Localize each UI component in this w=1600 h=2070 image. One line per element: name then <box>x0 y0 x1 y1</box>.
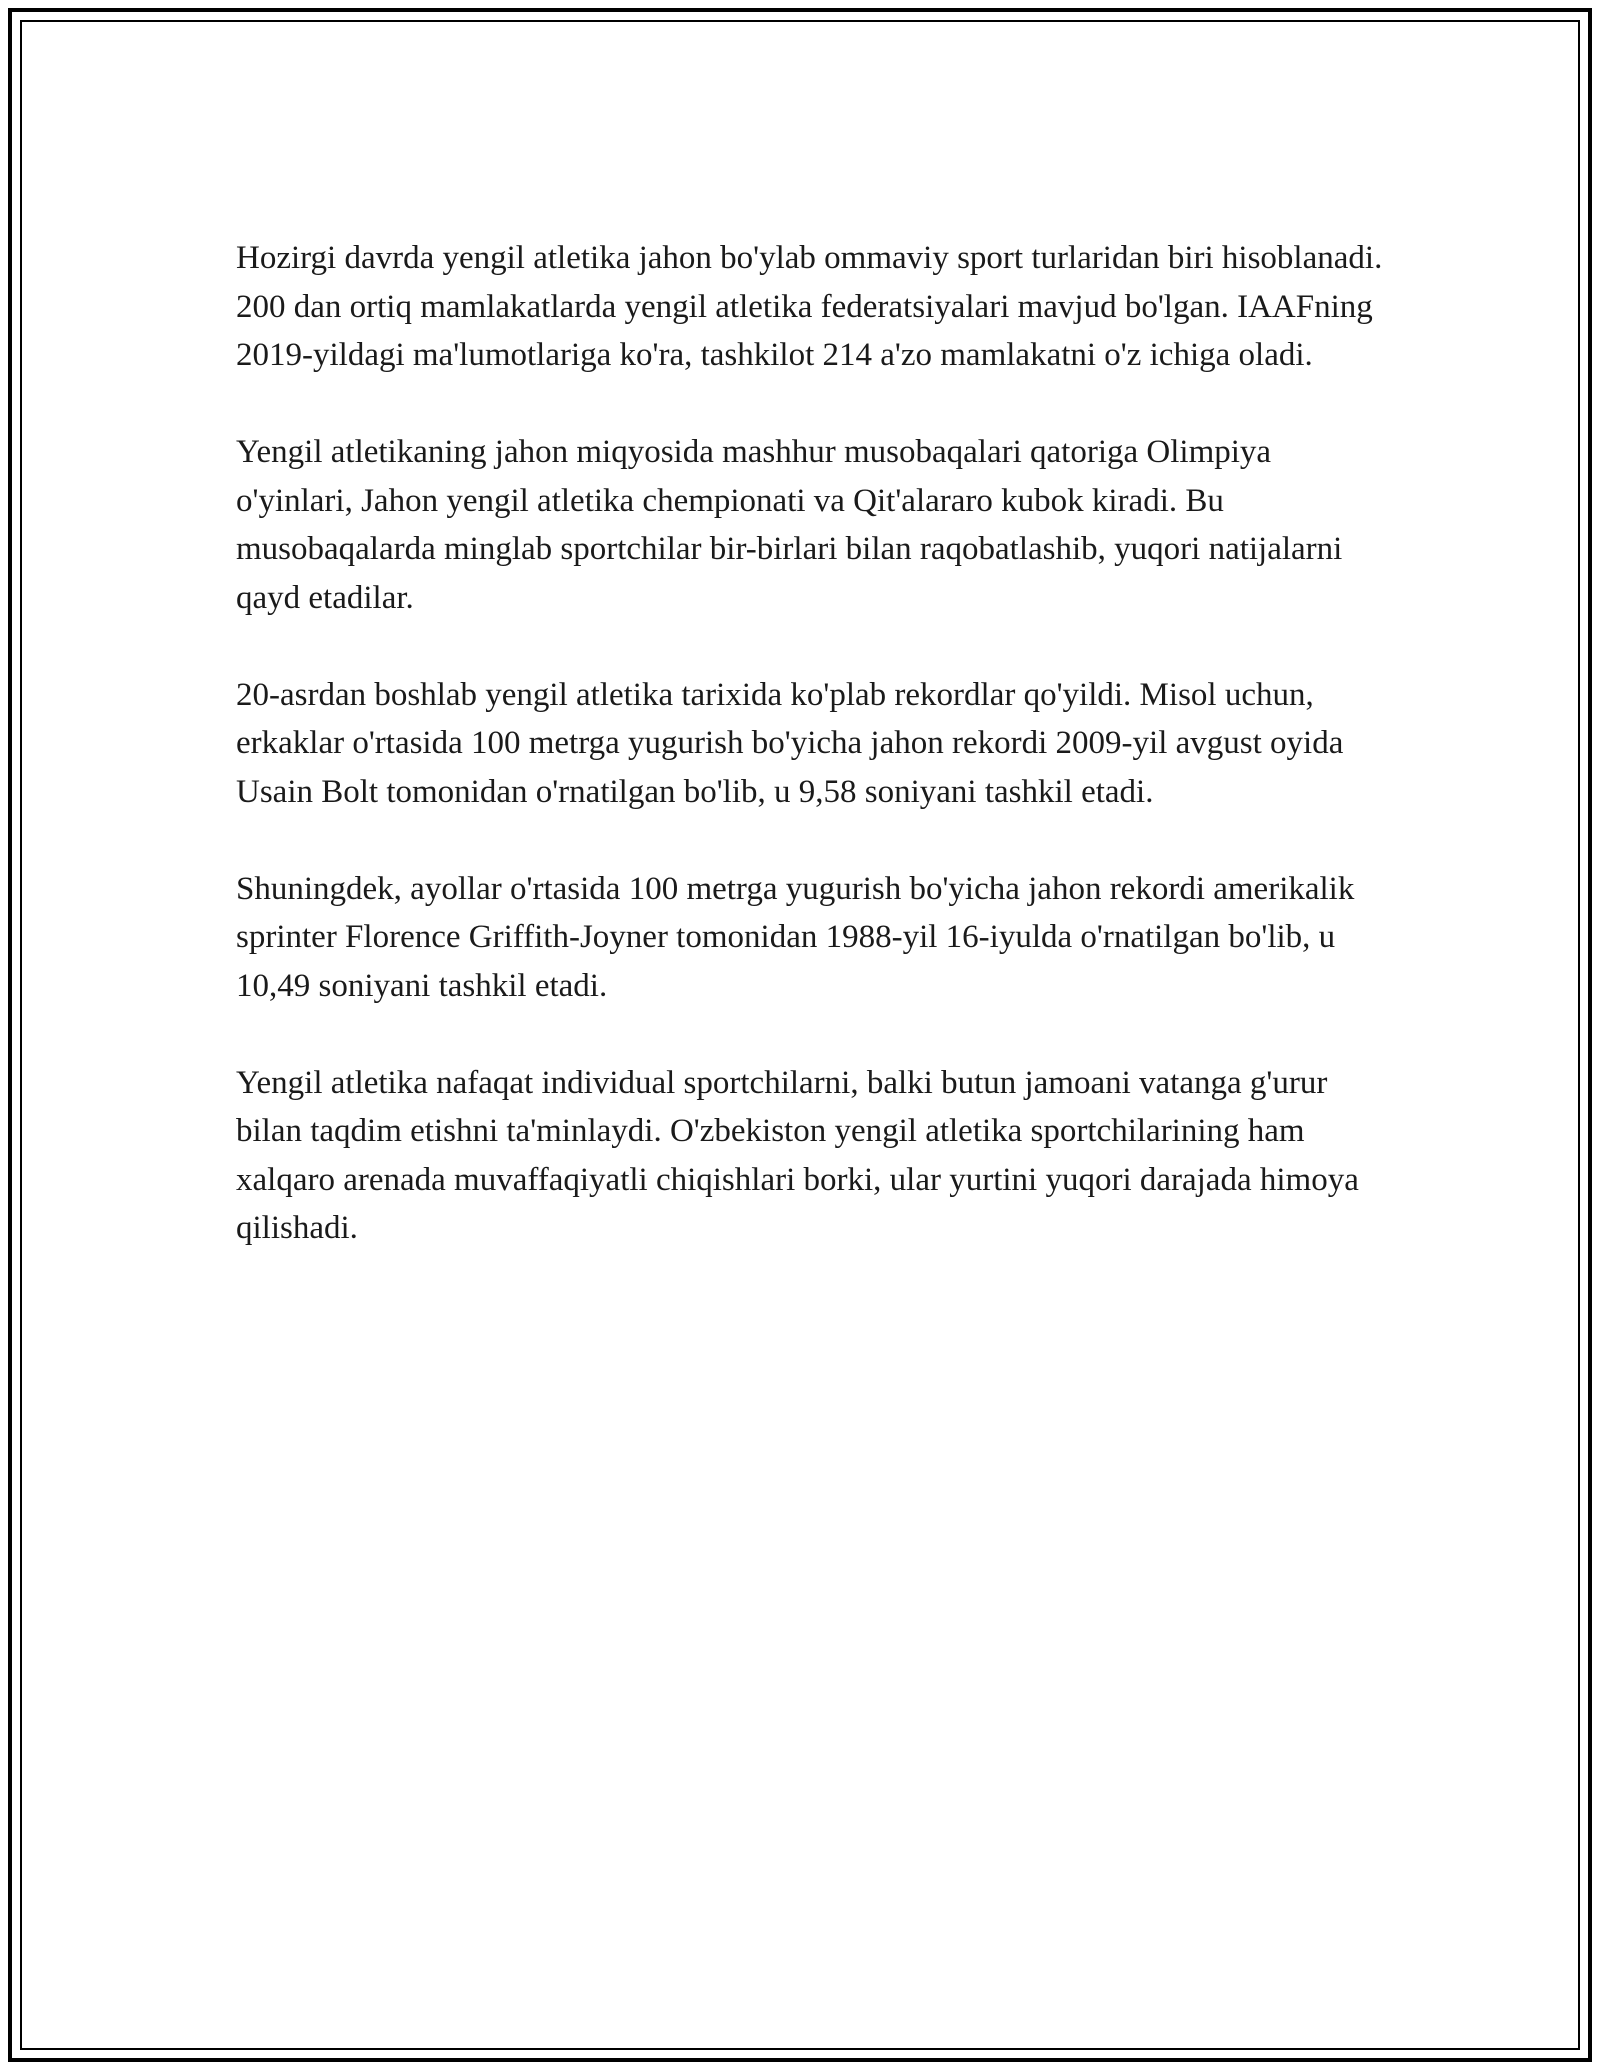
paragraph-2: Yengil atletikaning jahon miqyosida mashhur musobaqalari qatoriga Olimpiya o'yinlari, Jahon yengil atletika chempionati va Qit'alararo kubok kiradi. Bu musobaqalarda minglab sportchilar bir-birlari bilan raqobatlashib, yuqori natijalarni qayd etadilar. <box>236 434 1343 616</box>
paragraph-3: 20-asrdan boshlab yengil atletika tarixida ko'plab rekordlar qo'yildi. Misol uchun, erkaklar o'rtasida 100 metrga yugurish bo'yicha jahon rekordi 2009-yil avgust oyida Usain Bolt tomonidan o'rnatilgan bo'lib, u 9,58 soniyani tashkil etadi. <box>236 676 1344 810</box>
document-body <box>236 234 1386 1301</box>
paragraph-1: Hozirgi davrda yengil atletika jahon bo'ylab ommaviy sport turlaridan biri hisoblanadi. 200 dan ortiq mamlakatlarda yengil atletika federatsiyalari mavjud bo'lgan. IAAFning 2019-yildagi ma'lumotlariga ko'ra, tashkilot 214 a'zo mamlakatni o'z ichiga oladi. <box>236 240 1383 373</box>
paragraph-5: Yengil atletika nafaqat individual sportchilarni, balki butun jamoani vatanga g'urur bilan taqdim etishni ta'minlaydi. O'zbekiston yengil atletika sportchilarining ham xalqaro arenada muvaffaqiyatli chiqishlari borki, ular yurtini yuqori darajada himoya qilishadi. <box>236 1064 1359 1246</box>
paragraph-4: Shuningdek, ayollar o'rtasida 100 metrga yugurish bo'yicha jahon rekordi amerikalik sprinter Florence Griffith-Joyner tomonidan 1988-yil 16-iyulda o'rnatilgan bo'lib, u 10,49 soniyani tashkil etadi. <box>236 870 1355 1004</box>
